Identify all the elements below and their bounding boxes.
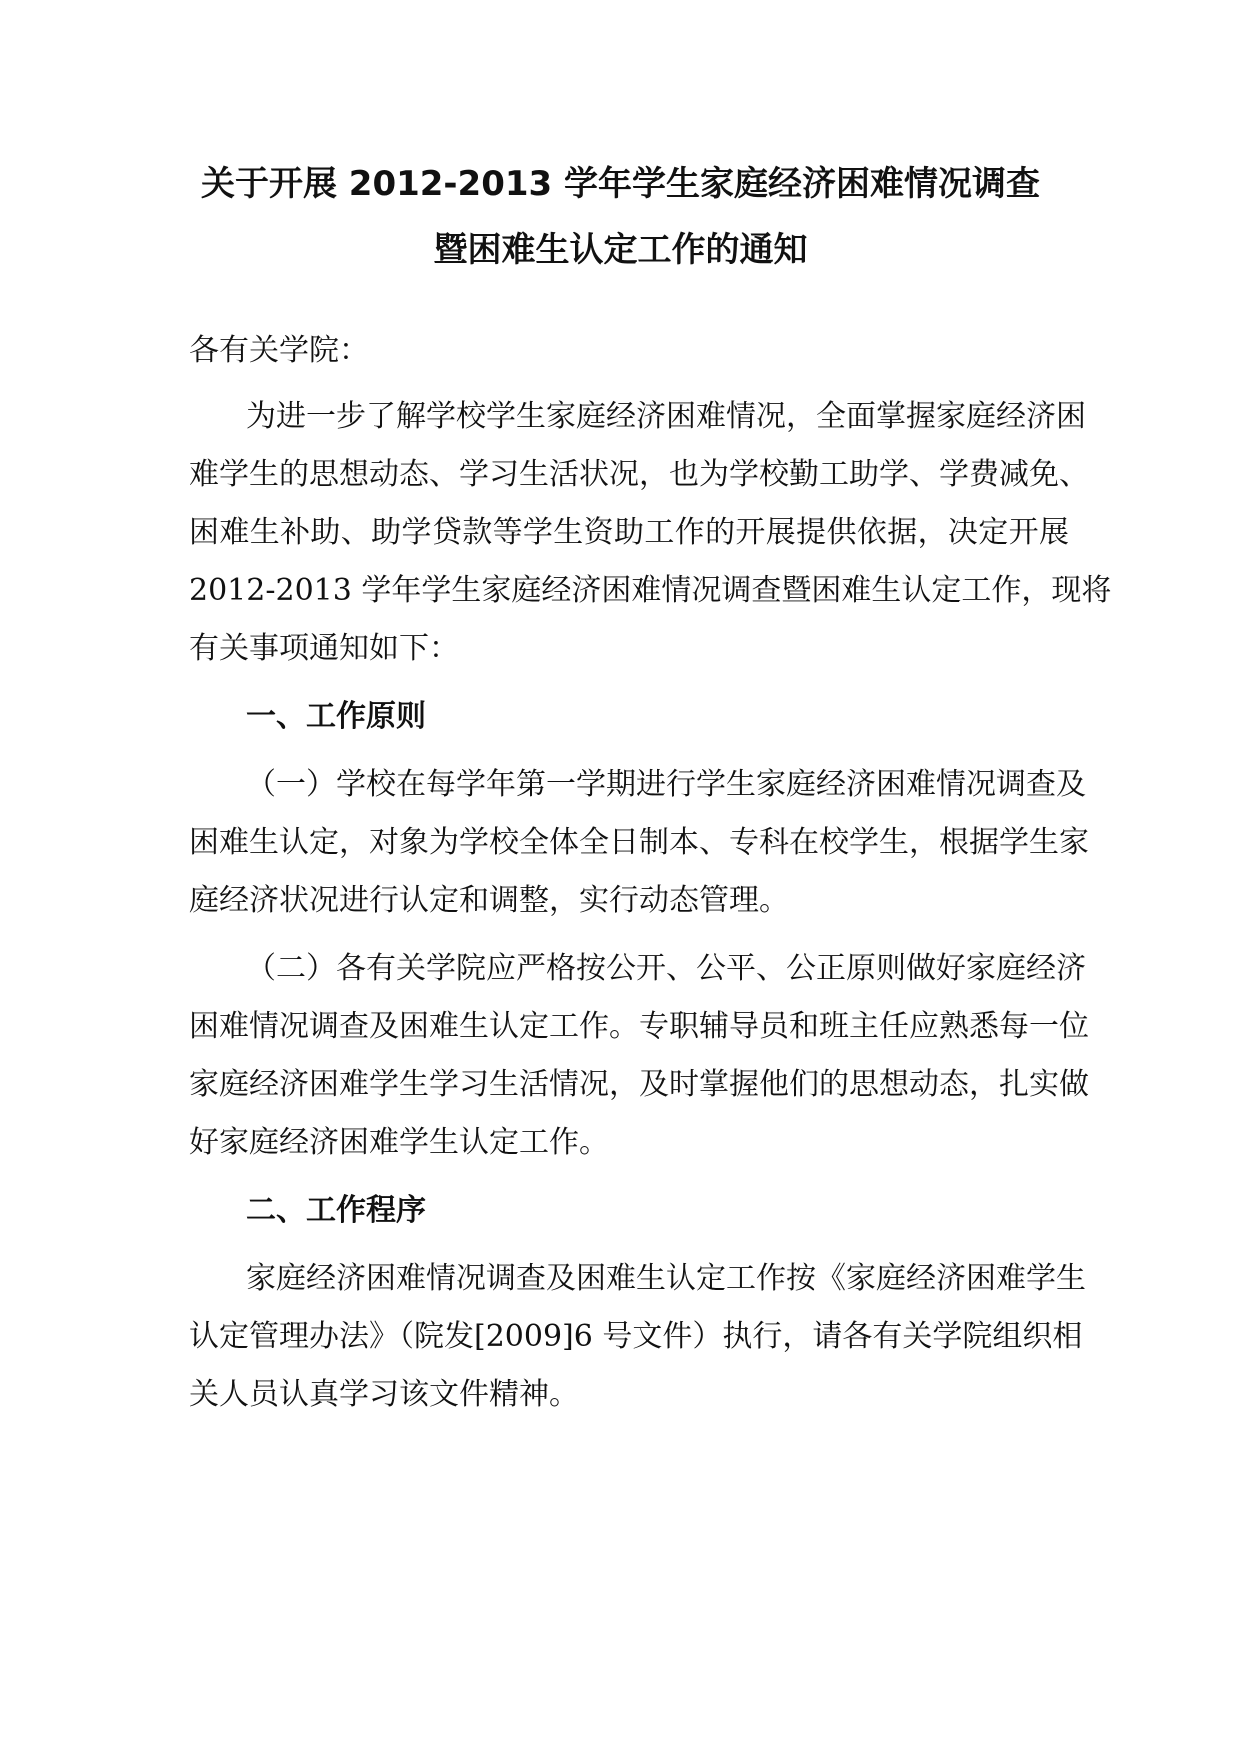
intro-line: 困难生补助、助学贷款等学生资助工作的开展提供依据，决定开展 bbox=[189, 515, 1069, 550]
document-title-line-2: 暨困难生认定工作的通知 bbox=[433, 230, 808, 270]
section-heading-principles: 一、工作原则 bbox=[246, 699, 426, 734]
paragraph-line: 关人员认真学习该文件精神。 bbox=[189, 1377, 579, 1412]
paragraph-line: （一）学校在每学年第一学期进行学生家庭经济困难情况调查及 bbox=[246, 767, 1086, 802]
paragraph-line: 困难情况调查及困难生认定工作。专职辅导员和班主任应熟悉每一位 bbox=[189, 1009, 1089, 1044]
document-title-line-1: 关于开展 2012-2013 学年学生家庭经济困难情况调查 bbox=[200, 164, 1041, 204]
paragraph-line: 困难生认定，对象为学校全体全日制本、专科在校学生，根据学生家 bbox=[189, 825, 1089, 860]
paragraph-line: 认定管理办法》（院发[2009]6 号文件）执行，请各有关学院组织相 bbox=[189, 1319, 1083, 1354]
paragraph-line: 庭经济状况进行认定和调整，实行动态管理。 bbox=[189, 883, 789, 918]
intro-line: 难学生的思想动态、学习生活状况，也为学校勤工助学、学费减免、 bbox=[189, 457, 1089, 492]
section-heading-procedure: 二、工作程序 bbox=[246, 1193, 426, 1228]
paragraph-line: 好家庭经济困难学生认定工作。 bbox=[189, 1125, 609, 1160]
paragraph-line: 家庭经济困难学生学习生活情况，及时掌握他们的思想动态，扎实做 bbox=[189, 1067, 1089, 1102]
paragraph-line: 家庭经济困难情况调查及困难生认定工作按《家庭经济困难学生 bbox=[246, 1261, 1086, 1296]
paragraph-line: （二）各有关学院应严格按公开、公平、公正原则做好家庭经济 bbox=[246, 951, 1086, 986]
intro-line: 为进一步了解学校学生家庭经济困难情况，全面掌握家庭经济困 bbox=[246, 399, 1086, 434]
intro-line: 2012-2013 学年学生家庭经济困难情况调查暨困难生认定工作，现将 bbox=[189, 573, 1112, 608]
salutation: 各有关学院： bbox=[189, 333, 369, 368]
intro-line: 有关事项通知如下： bbox=[189, 631, 459, 666]
